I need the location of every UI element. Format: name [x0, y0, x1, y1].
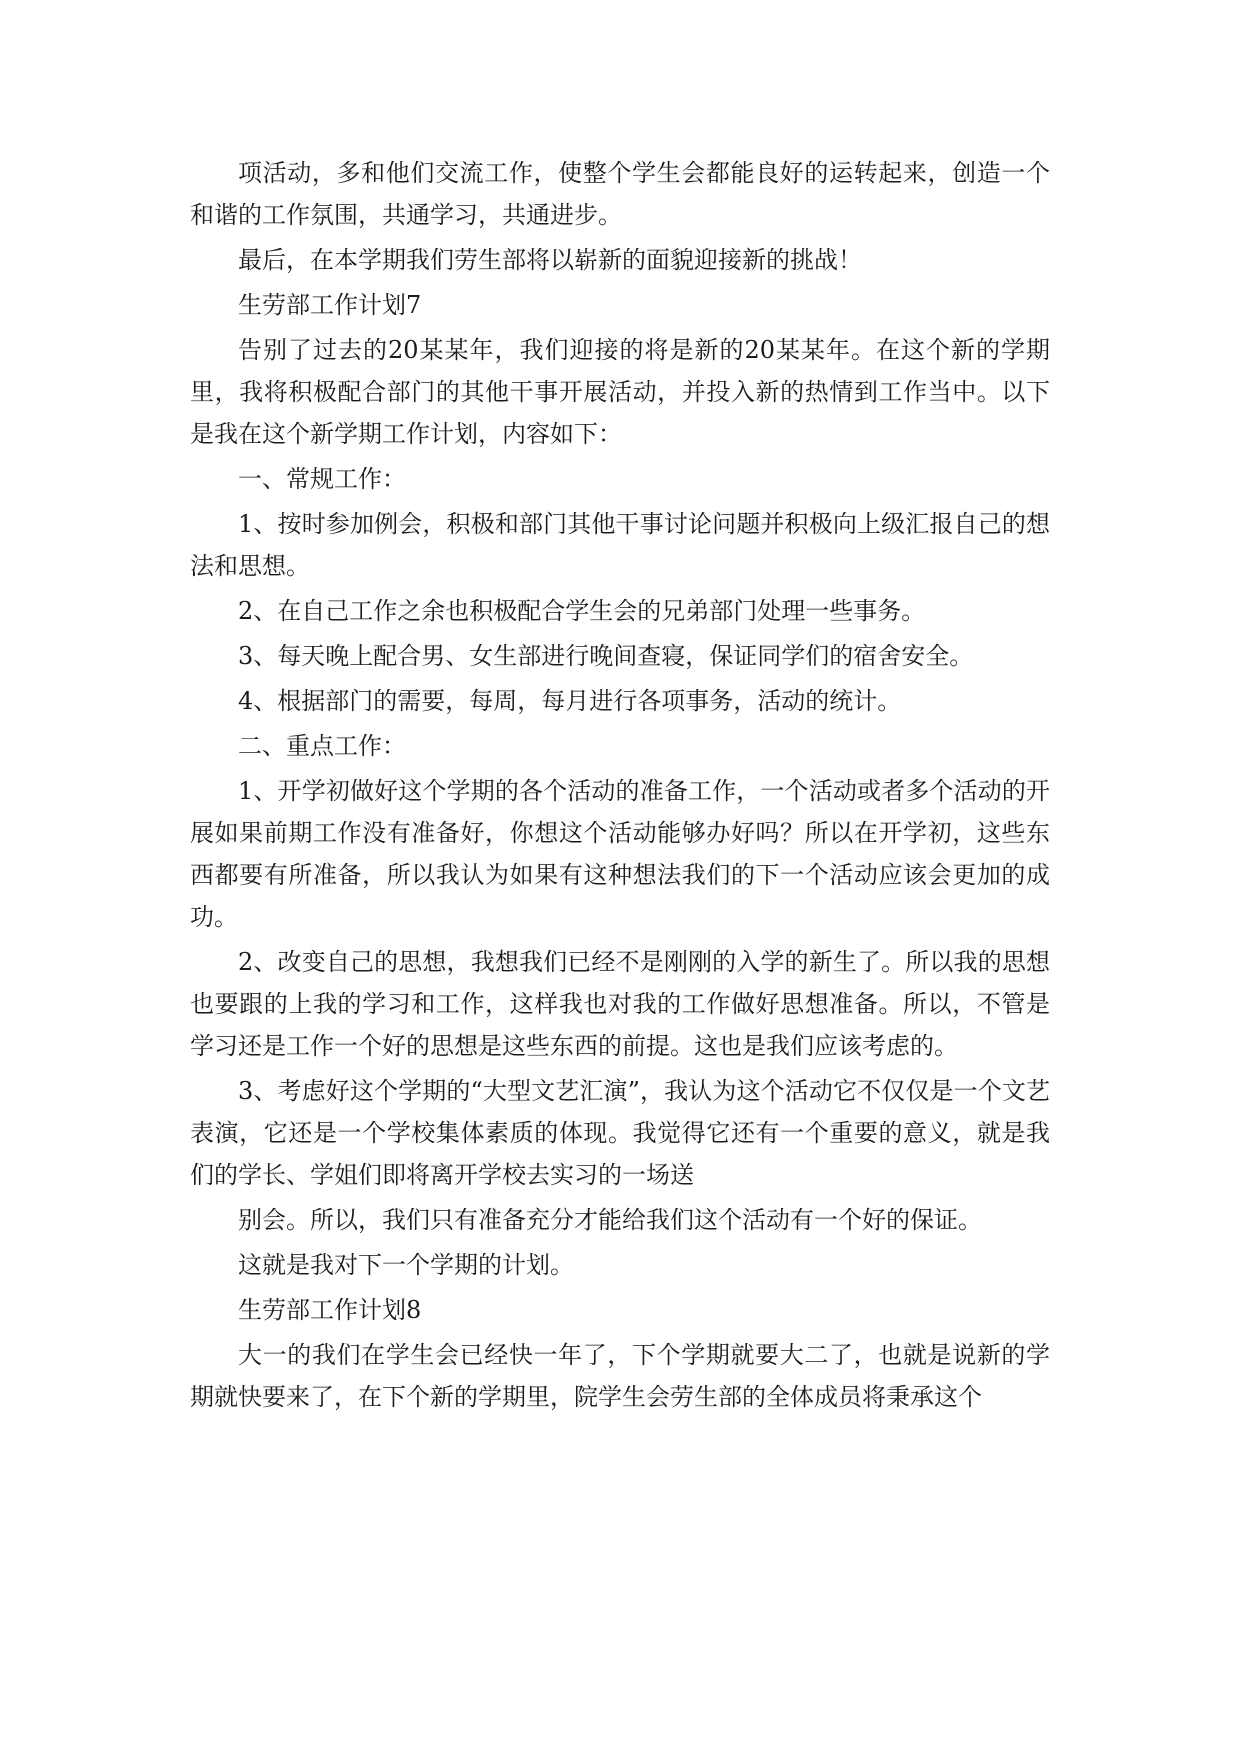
section-heading: 生劳部工作计划7 [238, 291, 422, 319]
list-item: 3、考虑好这个学期的“大型文艺汇演”，我认为这个活动它不仅仅是一个文艺表演，它还是一个学校集体素质的体现。我觉得它还有一个重要的意义，就是我们的学长、学姐们即将离开学校去实习的一场送 [190, 1077, 1050, 1189]
paragraph: 最后，在本学期我们劳生部将以崭新的面貌迎接新的挑战！ [238, 246, 862, 274]
paragraph: 别会。所以，我们只有准备充分才能给我们这个活动有一个好的保证。 [238, 1206, 982, 1234]
list-item: 2、改变自己的思想，我想我们已经不是刚刚的入学的新生了。所以我的思想也要跟的上我的学习和工作，这样我也对我的工作做好思想准备。所以，不管是学习还是工作一个好的思想是这些东西的前提。这也是我们应该考虑的。 [190, 948, 1050, 1060]
list-item: 3、每天晚上配合男、女生部进行晚间查寝，保证同学们的宿舍安全。 [238, 642, 974, 670]
document-body [190, 152, 1050, 1421]
subheading: 二、重点工作： [238, 732, 406, 760]
paragraph: 告别了过去的20某某年，我们迎接的将是新的20某某年。在这个新的学期里，我将积极配合部门的其他干事开展活动，并投入新的热情到工作当中。以下是我在这个新学期工作计划，内容如下： [190, 336, 1050, 448]
list-item: 1、按时参加例会，积极和部门其他干事讨论问题并积极向上级汇报自己的想法和思想。 [190, 510, 1050, 580]
paragraph: 大一的我们在学生会已经快一年了，下个学期就要大二了，也就是说新的学期就快要来了，在下个新的学期里，院学生会劳生部的全体成员将秉承这个 [190, 1341, 1050, 1411]
paragraph: 项活动，多和他们交流工作，使整个学生会都能良好的运转起来，创造一个和谐的工作氛围，共通学习，共通进步。 [190, 159, 1050, 229]
paragraph: 这就是我对下一个学期的计划。 [238, 1251, 574, 1279]
list-item: 2、在自己工作之余也积极配合学生会的兄弟部门处理一些事务。 [238, 597, 926, 625]
list-item: 4、根据部门的需要，每周，每月进行各项事务，活动的统计。 [238, 687, 902, 715]
subheading: 一、常规工作： [238, 465, 406, 493]
section-heading: 生劳部工作计划8 [238, 1296, 422, 1324]
list-item: 1、开学初做好这个学期的各个活动的准备工作，一个活动或者多个活动的开展如果前期工作没有准备好，你想这个活动能够办好吗？所以在开学初，这些东西都要有所准备，所以我认为如果有这种想法我们的下一个活动应该会更加的成功。 [190, 777, 1050, 931]
